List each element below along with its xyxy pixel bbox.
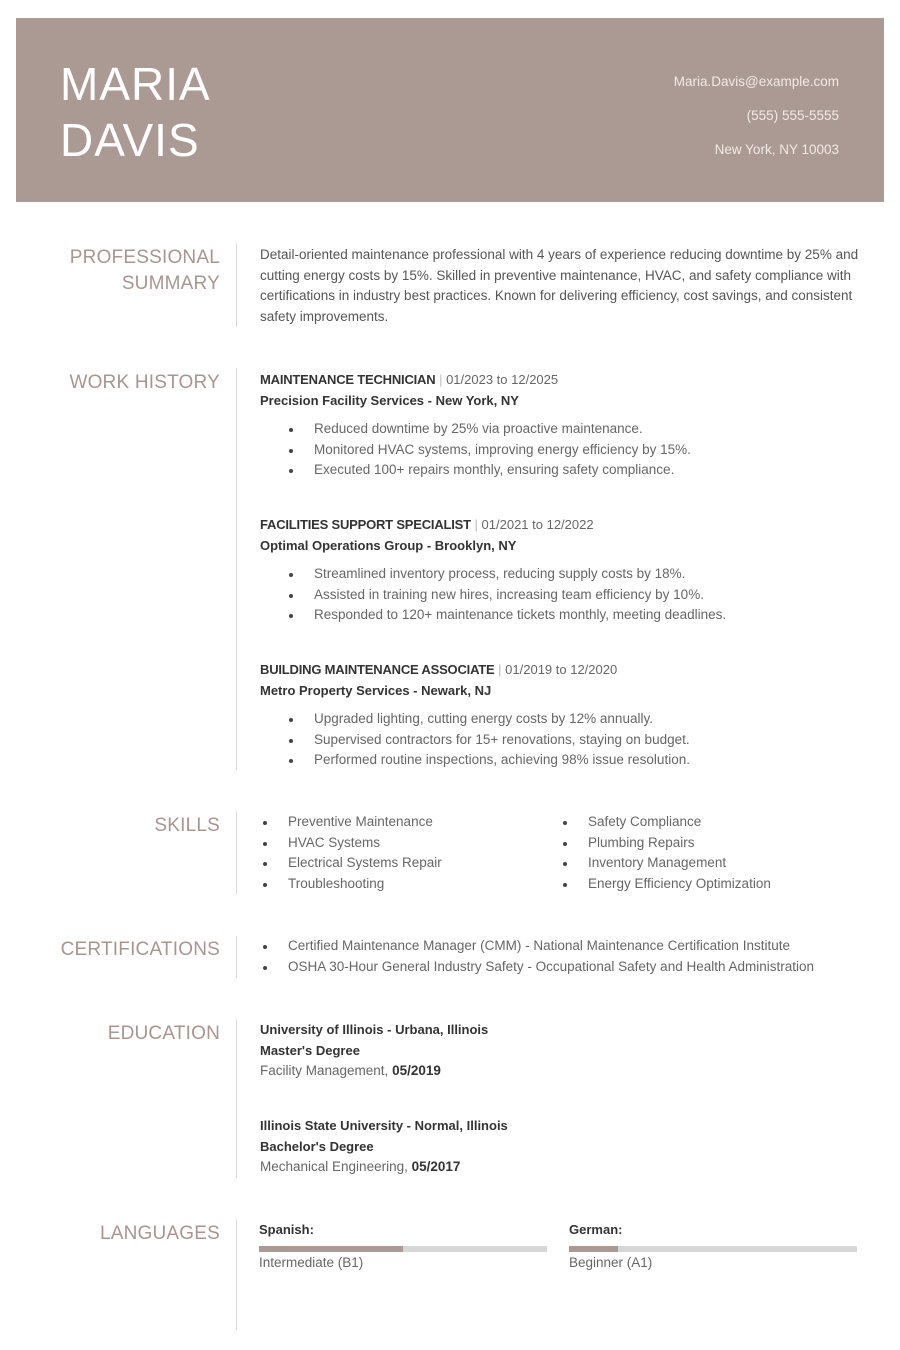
location: New York, NY 10003 — [714, 142, 839, 157]
skill-item: Safety Compliance — [560, 812, 860, 833]
last-name: DAVIS — [60, 114, 200, 166]
job-heading — [260, 659, 860, 680]
achievement-item: Streamlined inventory process, reducing supply costs by 18%. — [286, 564, 860, 585]
summary-text: Detail-oriented maintenance professional with 4 years of experience reducing downtime by 25% and cutting energy costs by 15%. Skilled in preventive maintenance, HVAC, and safety compliance with certifications in industry best practices. Known for delivering efficiency, cost savings, and consistent safety improvements. — [260, 247, 859, 324]
language-entry — [259, 1220, 547, 1273]
job-entry — [260, 514, 860, 659]
job-dates: 01/2023 to 12/2025 — [446, 372, 559, 387]
skill-item: Plumbing Repairs — [560, 833, 860, 854]
achievement-item: Reduced downtime by 25% via proactive maintenance. — [286, 419, 860, 440]
school-name: University of Illinois - Urbana, Illinois — [260, 1022, 489, 1037]
job-title: BUILDING MAINTENANCE ASSOCIATE — [260, 662, 495, 677]
section-divider — [236, 936, 237, 978]
job-entry — [260, 369, 860, 514]
graduation-date: 05/2019 — [392, 1063, 441, 1078]
degree: Bachelor's Degree — [260, 1138, 374, 1154]
first-name: MARIA — [60, 58, 211, 110]
language-name: Spanish: — [259, 1222, 314, 1237]
degree: Master's Degree — [260, 1042, 360, 1058]
achievement-item: Supervised contractors for 15+ renovations, staying on budget. — [286, 730, 860, 751]
contact-info — [674, 65, 839, 167]
graduation-date: 05/2017 — [411, 1159, 461, 1174]
skills-column-right — [560, 812, 860, 894]
skill-item: Troubleshooting — [260, 874, 560, 895]
education-entry — [260, 1116, 860, 1178]
skill-item: Energy Efficiency Optimization — [560, 874, 860, 895]
achievement-item: Responded to 120+ maintenance tickets monthly, meeting deadlines. — [286, 605, 860, 626]
resume-header — [16, 18, 884, 202]
proficiency-bar — [569, 1246, 857, 1252]
separator: | — [474, 517, 478, 532]
job-title: MAINTENANCE TECHNICIAN — [260, 372, 436, 387]
phone: (555) 555-5555 — [746, 108, 839, 123]
summary-title-line2: SUMMARY — [121, 273, 220, 294]
candidate-name — [60, 56, 211, 168]
skill-item: Electrical Systems Repair — [260, 853, 560, 874]
section-divider — [236, 1220, 237, 1330]
section-title-education: EDUCATION — [107, 1023, 220, 1044]
section-title-languages: LANGUAGES — [99, 1223, 220, 1244]
proficiency-fill — [259, 1246, 403, 1252]
proficiency-level: Beginner (A1) — [569, 1255, 653, 1270]
skill-item: Inventory Management — [560, 853, 860, 874]
proficiency-level: Intermediate (B1) — [259, 1255, 364, 1270]
job-company: Metro Property Services - Newark, NJ — [260, 683, 492, 698]
school-name: Illinois State University - Normal, Illinois — [260, 1118, 508, 1133]
email[interactable]: Maria.Davis@example.com — [673, 74, 839, 89]
skill-item: Preventive Maintenance — [260, 812, 560, 833]
skills-column-left — [260, 812, 560, 894]
section-title-summary — [60, 245, 220, 297]
job-entry — [260, 659, 860, 771]
achievement-item: Executed 100+ repairs monthly, ensuring safety compliance. — [286, 460, 860, 481]
job-company: Precision Facility Services - New York, NY — [260, 393, 519, 408]
proficiency-bar — [259, 1246, 547, 1252]
job-heading — [260, 369, 860, 390]
job-heading — [260, 514, 860, 535]
section-divider — [236, 1020, 237, 1178]
skills-list — [260, 812, 860, 894]
achievement-item: Upgraded lighting, cutting energy costs by 12% annually. — [286, 709, 860, 730]
field-name: Mechanical Engineering, — [260, 1159, 412, 1174]
job-dates: 01/2021 to 12/2022 — [481, 517, 594, 532]
education-entry — [260, 1020, 860, 1116]
separator: | — [498, 662, 502, 677]
certifications-list — [260, 936, 880, 977]
job-achievements — [286, 709, 860, 771]
achievement-item: Monitored HVAC systems, improving energy efficiency by 15%. — [286, 440, 860, 461]
language-entry — [569, 1220, 857, 1273]
achievement-item: Assisted in training new hires, increasing team efficiency by 10%. — [286, 585, 860, 606]
section-divider — [236, 368, 237, 770]
job-title: FACILITIES SUPPORT SPECIALIST — [260, 517, 471, 532]
field-name: Facility Management, — [260, 1063, 393, 1078]
education-list — [260, 1020, 860, 1178]
job-company: Optimal Operations Group - Brooklyn, NY — [260, 538, 517, 553]
section-title-work-history: WORK HISTORY — [69, 372, 220, 393]
proficiency-fill — [569, 1246, 618, 1252]
job-dates: 01/2019 to 12/2020 — [505, 662, 618, 677]
job-list — [260, 369, 860, 771]
section-divider — [236, 244, 237, 327]
language-name: German: — [569, 1222, 623, 1237]
skill-item: HVAC Systems — [260, 833, 560, 854]
certification-item: OSHA 30-Hour General Industry Safety - Occupational Safety and Health Administration — [260, 957, 880, 978]
achievement-item: Performed routine inspections, achieving 98% issue resolution. — [286, 750, 860, 771]
section-title-certifications: CERTIFICATIONS — [60, 939, 220, 960]
job-achievements — [286, 419, 860, 481]
section-divider — [236, 812, 237, 894]
certification-item: Certified Maintenance Manager (CMM) - National Maintenance Certification Institute — [260, 936, 880, 957]
field-of-study — [260, 1157, 860, 1178]
field-of-study — [260, 1061, 860, 1082]
summary-title-line1: PROFESSIONAL — [69, 247, 220, 268]
section-title-skills: SKILLS — [154, 815, 220, 836]
job-achievements — [286, 564, 860, 626]
languages-list — [259, 1220, 859, 1273]
separator: | — [439, 372, 443, 387]
